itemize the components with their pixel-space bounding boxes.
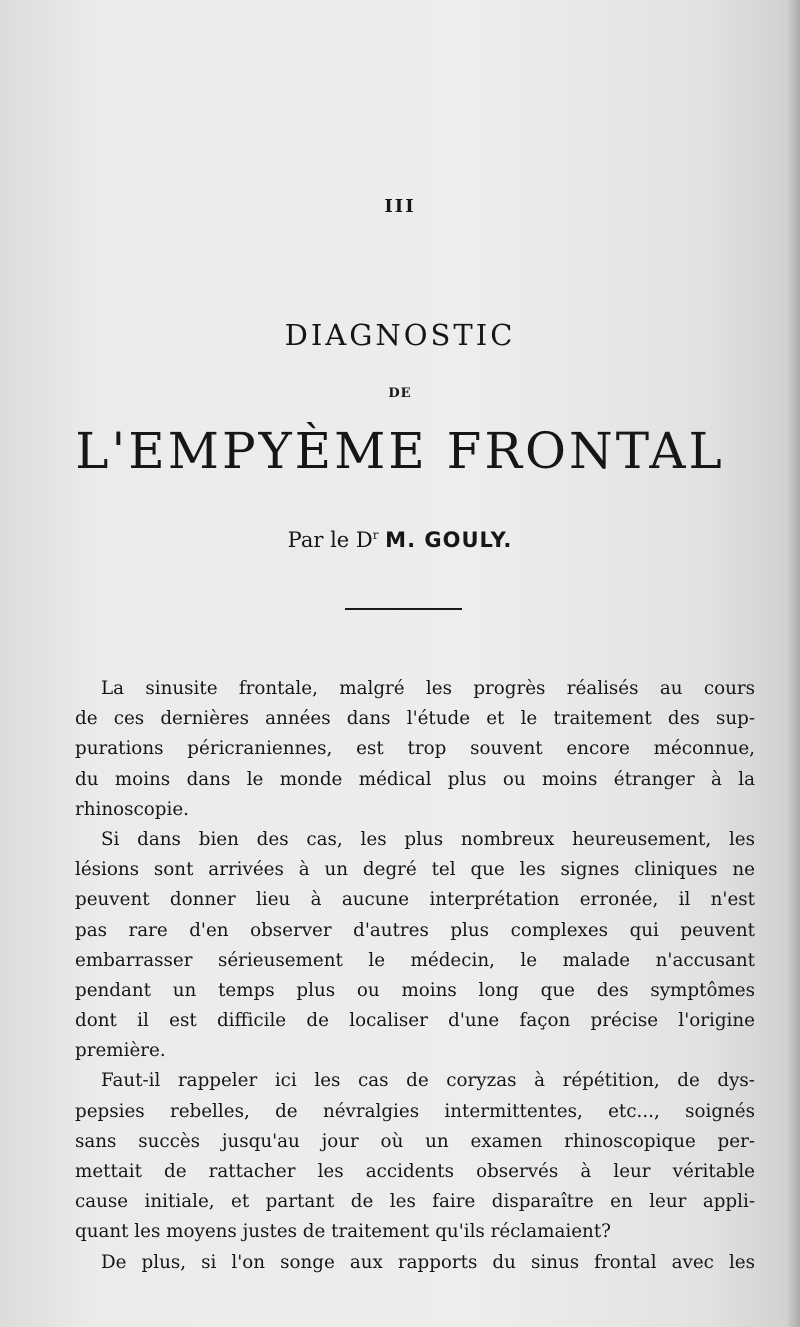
body-text bbox=[75, 674, 755, 1278]
text-line: lésions sont arrivées à un degré tel que les signes cliniques ne bbox=[75, 859, 755, 881]
text-line: pepsies rebelles, de névralgies intermittentes, etc..., soignés bbox=[75, 1100, 755, 1122]
text-line: mettait de rattacher les accidents observés à leur véritable bbox=[75, 1161, 755, 1182]
text-line: de ces dernières années dans l'étude et le traitement des sup- bbox=[75, 708, 755, 730]
text-line: quant les moyens justes de traitement qu'ils réclamaient? bbox=[75, 1221, 611, 1243]
byline-superscript: r bbox=[372, 528, 379, 542]
text-line: peuvent donner lieu à aucune interprétation erronée, il n'est bbox=[75, 889, 755, 911]
heading-title: L'EMPYÈME FRONTAL bbox=[75, 422, 725, 480]
text-line: Faut-il rappeler ici les cas de coryzas à répétition, de dys- bbox=[101, 1070, 755, 1092]
text-line: sans succès jusqu'au jour où un examen rhinoscopique per- bbox=[75, 1130, 755, 1152]
byline bbox=[0, 528, 800, 552]
heading-line-diagnostic: DIAGNOSTIC bbox=[284, 318, 516, 352]
text-line: pendant un temps plus ou moins long que des symptômes bbox=[75, 979, 755, 1001]
text-line: La sinusite frontale, malgré les progrès réalisés au cours bbox=[101, 678, 755, 699]
text-line: purations péricraniennes, est trop souvent encore méconnue, bbox=[75, 738, 755, 760]
heading-line-de: DE bbox=[388, 386, 412, 401]
text-line: De plus, si l'on songe aux rapports du sinus frontal avec les bbox=[101, 1251, 755, 1273]
text-line: pas rare d'en observer d'autres plus complexes qui peuvent bbox=[75, 919, 755, 941]
title-divider bbox=[345, 608, 462, 610]
text-line: première. bbox=[75, 1040, 166, 1062]
text-line: dont il est difficile de localiser d'une façon précise l'origine bbox=[75, 1010, 755, 1032]
text-line: rhinoscopie. bbox=[75, 798, 189, 820]
text-line: Si dans bien des cas, les plus nombreux heureusement, les bbox=[101, 828, 755, 850]
byline-prefix: Par le D bbox=[287, 528, 373, 552]
text-line: du moins dans le monde médical plus ou moins étranger à la bbox=[75, 768, 755, 790]
text-line: cause initiale, et partant de les faire disparaître en leur appli- bbox=[75, 1191, 755, 1213]
text-line: embarrasser sérieusement le médecin, le malade n'accusant bbox=[75, 949, 755, 971]
section-number: III bbox=[384, 196, 416, 217]
author-name: M. GOULY. bbox=[385, 528, 513, 552]
